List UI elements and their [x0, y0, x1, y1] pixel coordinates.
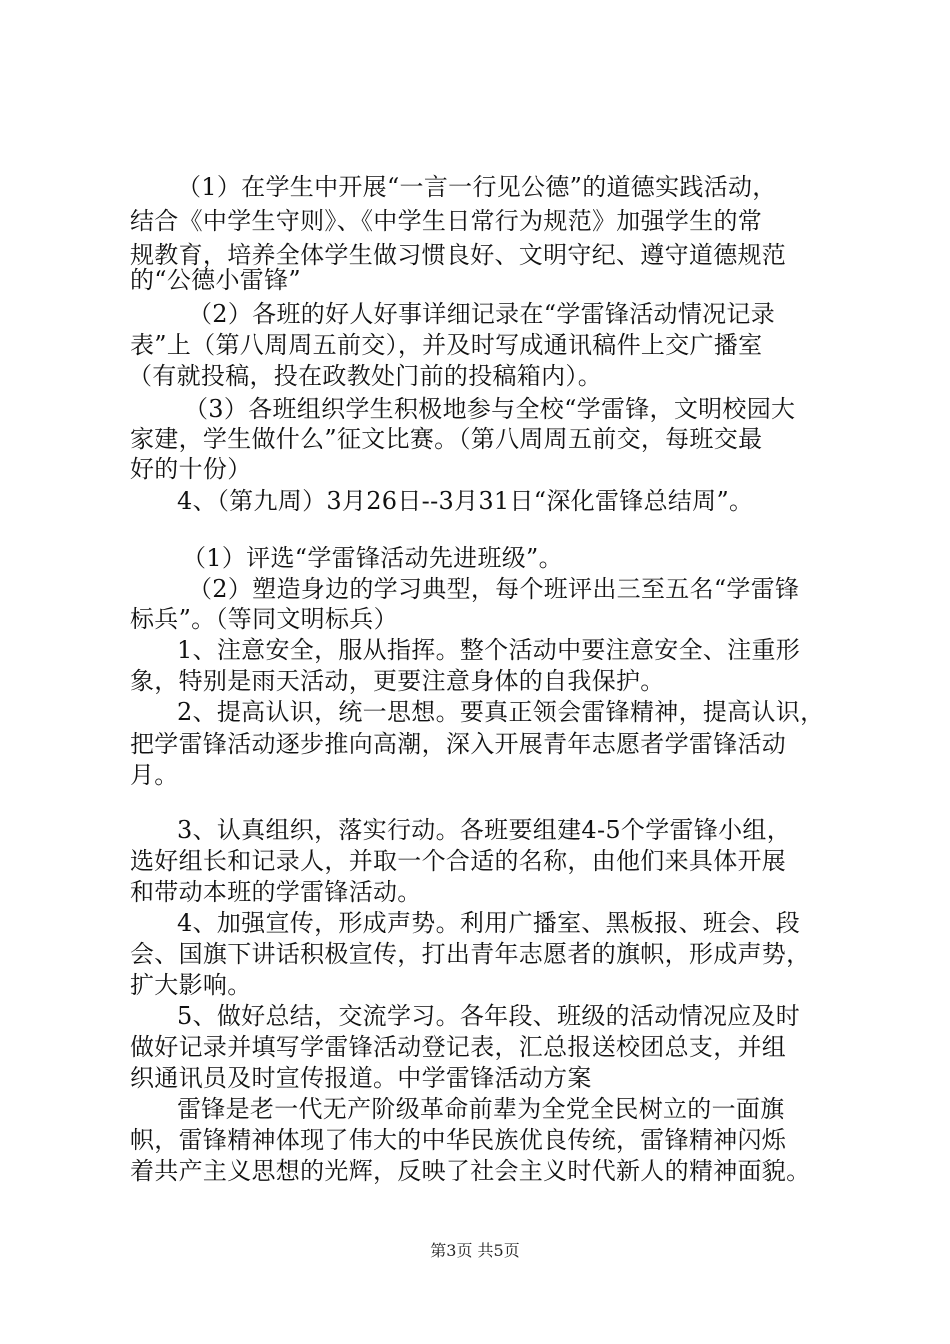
- text-line: （2）塑造身边的学习典型，每个班评出三至五名“学雷锋: [188, 575, 800, 603]
- text-line: （3）各班组织学生积极地参与全校“学雷锋，文明校园大: [184, 395, 796, 423]
- text-line: 月。: [130, 761, 179, 789]
- text-line: 2、提高认识，统一思想。要真正领会雷锋精神，提高认识，: [177, 698, 825, 726]
- text-line: 把学雷锋活动逐步推向高潮，深入开展青年志愿者学雷锋活动: [130, 730, 787, 758]
- text-line: 和带动本班的学雷锋活动。: [130, 878, 422, 906]
- text-line: 会、国旗下讲话积极宣传，打出青年志愿者的旗帜，形成声势，: [130, 940, 811, 968]
- text-line: （1）评选“学雷锋活动先进班级”。: [182, 544, 563, 572]
- text-line: （有就投稿，投在政教处门前的投稿箱内）。: [128, 362, 602, 390]
- text-line: 结合《中学生守则》、《中学生日常行为规范》加强学生的常: [130, 207, 763, 235]
- text-line: 帜，雷锋精神体现了伟大的中华民族优良传统，雷锋精神闪烁: [130, 1126, 787, 1154]
- text-line: 家建，学生做什么”征文比赛。（第八周周五前交，每班交最: [130, 425, 763, 453]
- text-line: 4、（第九周）3月26日--3月31日“深化雷锋总结周”。: [177, 487, 754, 515]
- text-line: 的“公德小雷锋”: [130, 266, 301, 294]
- text-line: 雷锋是老一代无产阶级革命前辈为全党全民树立的一面旗: [177, 1095, 785, 1123]
- text-line: 扩大影响。: [130, 971, 252, 999]
- page-number-footer: 第3页 共5页: [430, 1241, 520, 1260]
- text-line: 1、注意安全，服从指挥。整个活动中要注意安全、注重形: [177, 636, 801, 664]
- text-line: 做好记录并填写学雷锋活动登记表，汇总报送校团总支，并组: [130, 1033, 787, 1061]
- text-line: （2）各班的好人好事详细记录在“学雷锋活动情况记录: [188, 300, 776, 328]
- text-line: 好的十份）: [130, 455, 252, 483]
- text-line: （1）在学生中开展“一言一行见公德”的道德实践活动，: [177, 173, 777, 201]
- text-line: 5、做好总结，交流学习。各年段、班级的活动情况应及时: [177, 1002, 801, 1030]
- text-line: 标兵”。（等同文明标兵）: [130, 605, 398, 633]
- text-line: 象，特别是雨天活动，更要注意身体的自我保护。: [130, 667, 665, 695]
- text-line: 表”上（第八周周五前交），并及时写成通讯稿件上交广播室: [130, 331, 763, 359]
- text-line: 3、认真组织，落实行动。各班要组建4-5个学雷锋小组，: [177, 816, 792, 844]
- text-line: 选好组长和记录人，并取一个合适的名称，由他们来具体开展: [130, 847, 787, 875]
- text-line: 4、加强宣传，形成声势。利用广播室、黑板报、班会、段: [177, 909, 801, 937]
- text-line: 规教育，培养全体学生做习惯良好、文明守纪、遵守道德规范: [130, 241, 787, 269]
- text-line: 织通讯员及时宣传报道。中学雷锋活动方案: [130, 1064, 592, 1092]
- text-line: 着共产主义思想的光辉，反映了社会主义时代新人的精神面貌。: [130, 1157, 811, 1185]
